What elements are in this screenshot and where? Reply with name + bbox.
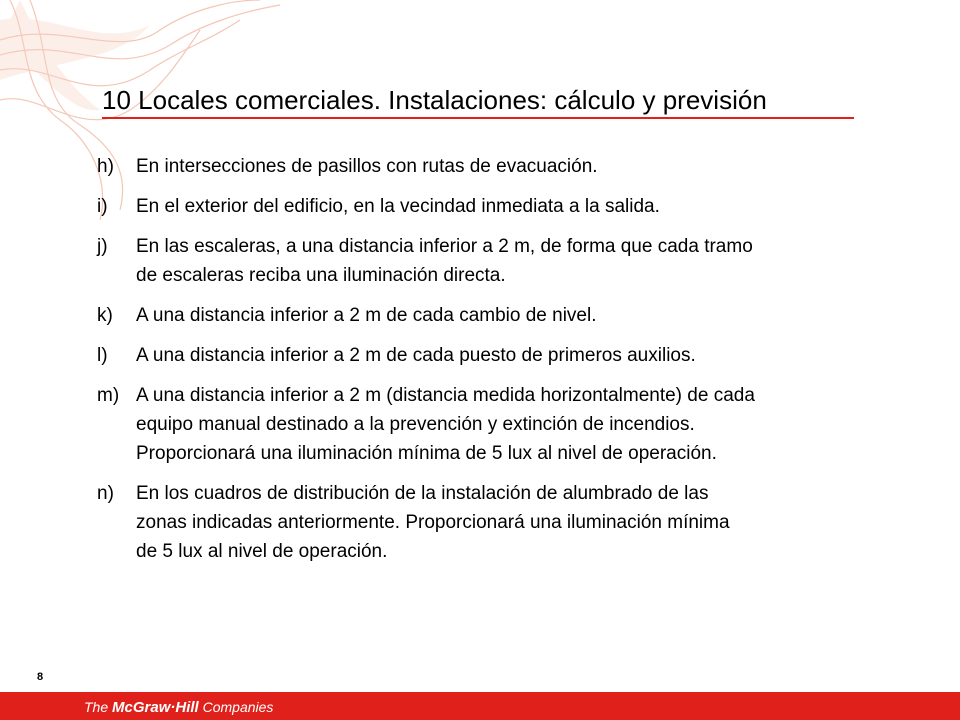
list-item-text bbox=[136, 381, 897, 468]
list-item bbox=[97, 301, 897, 330]
text-line: Proporcionará una iluminación mínima de 5 lux al nivel de operación. bbox=[136, 443, 717, 464]
logo-brand: McGraw·Hill bbox=[112, 699, 199, 716]
text-line: En intersecciones de pasillos con rutas de evacuación. bbox=[136, 156, 598, 177]
logo-prefix: The bbox=[84, 699, 113, 715]
slide-title: 10 Locales comerciales. Instalaciones: cálculo y previsión bbox=[102, 85, 767, 115]
list-marker: j) bbox=[97, 236, 108, 257]
list-marker: l) bbox=[97, 345, 108, 366]
text-line: A una distancia inferior a 2 m de cada puesto de primeros auxilios. bbox=[136, 345, 696, 366]
text-line: zonas indicadas anteriormente. Proporcionará una iluminación mínima bbox=[136, 512, 730, 533]
text-line: equipo manual destinado a la prevención y extinción de incendios. bbox=[136, 414, 695, 435]
list-marker: i) bbox=[97, 196, 108, 217]
list-item bbox=[97, 479, 897, 566]
list-marker: m) bbox=[97, 385, 120, 406]
list-item-text bbox=[136, 152, 897, 181]
list-item-text bbox=[136, 192, 897, 221]
list-marker: h) bbox=[97, 156, 114, 177]
page-number: 8 bbox=[37, 671, 44, 683]
list-item-text bbox=[136, 301, 897, 330]
text-line: En los cuadros de distribución de la instalación de alumbrado de las bbox=[136, 483, 709, 504]
title-underline bbox=[102, 117, 854, 119]
list-marker: n) bbox=[97, 483, 114, 504]
logo-suffix: Companies bbox=[198, 699, 274, 715]
text-line: En el exterior del edificio, en la vecindad inmediata a la salida. bbox=[136, 196, 660, 217]
list-item bbox=[97, 152, 897, 181]
requirements-list bbox=[97, 152, 897, 577]
text-line: de 5 lux al nivel de operación. bbox=[136, 541, 388, 562]
list-item-text bbox=[136, 479, 897, 566]
text-line: A una distancia inferior a 2 m (distancia medida horizontalmente) de cada bbox=[136, 385, 755, 406]
list-item bbox=[97, 232, 897, 290]
text-line: A una distancia inferior a 2 m de cada cambio de nivel. bbox=[136, 305, 597, 326]
list-item bbox=[97, 192, 897, 221]
list-marker: k) bbox=[97, 305, 113, 326]
list-item bbox=[97, 381, 897, 468]
text-line: En las escaleras, a una distancia inferior a 2 m, de forma que cada tramo bbox=[136, 236, 753, 257]
list-item bbox=[97, 341, 897, 370]
list-item-text bbox=[136, 232, 897, 290]
text-line: de escaleras reciba una iluminación directa. bbox=[136, 265, 506, 286]
list-item-text bbox=[136, 341, 897, 370]
publisher-logo bbox=[84, 698, 273, 717]
